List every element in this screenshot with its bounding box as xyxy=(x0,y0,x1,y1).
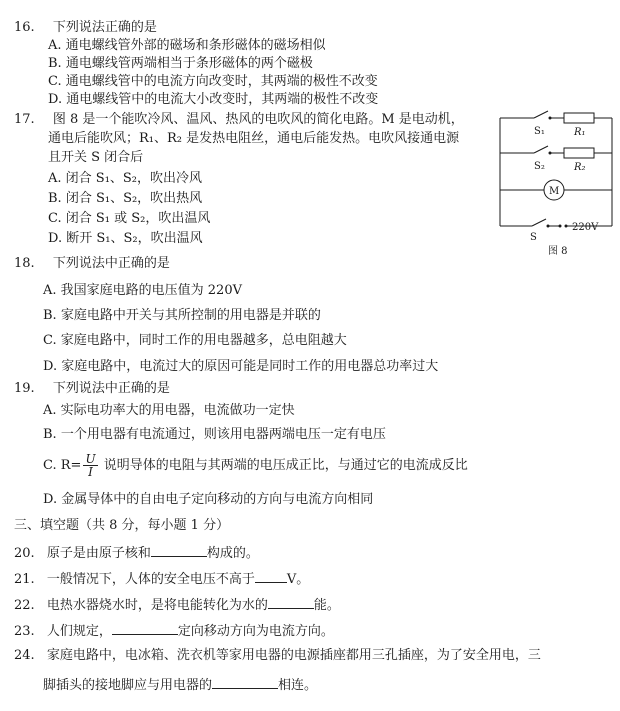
resistor-r2 xyxy=(564,148,594,158)
q24-line-2 xyxy=(43,675,317,694)
q17 xyxy=(14,111,464,128)
q16 xyxy=(14,19,157,36)
q18-option-d: D. 家庭电路中，电流过大的原因可能是同时工作的用电器总功率过大 xyxy=(43,359,439,374)
q18-option-b: B. 家庭电路中开关与其所控制的用电器是并联的 xyxy=(43,308,321,323)
label-r1: R₁ xyxy=(574,127,586,138)
q24-text-before: 脚插头的接地脚应与用电器的 xyxy=(43,678,213,693)
q23-blank[interactable] xyxy=(112,621,178,635)
q22-number: 22. xyxy=(14,598,35,613)
q22-text-after: 能。 xyxy=(313,598,340,613)
q19-option-a: A. 实际电功率大的用电器，电流做功一定快 xyxy=(43,403,295,418)
q17-option-a: A. 闭合 S₁、S₂，吹出冷风 xyxy=(48,171,203,186)
figure-caption: 图 8 xyxy=(548,246,568,257)
q16-option-d: D. 通电螺线管中的电流大小改变时，其两端的极性不改变 xyxy=(48,92,379,107)
q20-number: 20. xyxy=(14,546,35,561)
q20-text-before: 原子是由原子核和 xyxy=(46,546,151,561)
label-r2: R₂ xyxy=(574,162,586,173)
q18-number: 18. xyxy=(14,256,35,271)
q24-number: 24. xyxy=(14,648,35,663)
q18-option-a: A. 我国家庭电路的电压值为 220V xyxy=(43,283,242,298)
q19-stem: 下列说法中正确的是 xyxy=(52,381,170,396)
q16-option-c: C. 通电螺线管中的电流方向改变时，其两端的极性不改变 xyxy=(48,74,378,89)
q18-option-c: C. 家庭电路中，同时工作的用电器越多，总电阻越大 xyxy=(43,333,347,348)
q23-number: 23. xyxy=(14,624,35,639)
q19-option-d: D. 金属导体中的自由电子定向移动的方向与电流方向相同 xyxy=(43,492,374,507)
q19-option-c xyxy=(43,451,468,481)
q21-blank[interactable] xyxy=(255,569,287,583)
label-voltage: 220V xyxy=(572,222,599,233)
q17-option-b: B. 闭合 S₁、S₂，吹出热风 xyxy=(48,191,203,206)
q24-line-1: 家庭电路中，电冰箱、洗衣机等家用电器的电源插座都用三孔插座，为了安全用电，三 xyxy=(46,648,541,663)
formula-denominator: I xyxy=(88,465,93,479)
q16-stem: 下列说法正确的是 xyxy=(52,20,157,35)
q18 xyxy=(14,255,170,272)
q19-option-b: B. 一个用电器有电流通过，则该用电器两端电压一定有电压 xyxy=(43,427,386,442)
q19-option-c-text: 说明导体的电阻与其两端的电压成正比，与通过它的电流成反比 xyxy=(99,458,468,473)
resistor-r1 xyxy=(564,113,594,123)
q20-blank[interactable] xyxy=(151,543,207,557)
circuit-diagram xyxy=(494,108,618,258)
q17-option-c: C. 闭合 S₁ 或 S₂，吹出温风 xyxy=(48,211,211,226)
q20 xyxy=(14,543,259,562)
label-s1: S₁ xyxy=(534,126,545,137)
q24-blank[interactable] xyxy=(212,675,278,689)
q20-text-after: 构成的。 xyxy=(206,546,259,561)
q21 xyxy=(14,569,309,588)
q16-option-a: A. 通电螺线管外部的磁场和条形磁体的磁场相似 xyxy=(48,38,326,53)
q19 xyxy=(14,380,170,397)
q22-text-before: 电热水器烧水时，是将电能转化为水的 xyxy=(46,598,268,613)
q17-stem-line-2: 通电后能吹风；R₁、R₂ 是发热电阻丝，通电后能发热。电吹风接通电源 xyxy=(48,131,460,146)
q19-number: 19. xyxy=(14,381,35,396)
q18-stem: 下列说法中正确的是 xyxy=(52,256,170,271)
q17-stem-line-3: 且开关 S 闭合后 xyxy=(48,150,144,165)
formula-numerator: U xyxy=(85,452,96,466)
q22-blank[interactable] xyxy=(268,595,314,609)
q16-number: 16. xyxy=(14,20,35,35)
section-heading: 三、填空题（共 8 分，每小题 1 分） xyxy=(14,518,230,533)
label-switch-s: S xyxy=(530,232,537,243)
q23-text-after: 定向移动方向为电流方向。 xyxy=(177,624,334,639)
q23-text-before: 人们规定， xyxy=(46,624,112,639)
q17-stem-line-1: 图 8 是一个能吹冷风、温风、热风的电吹风的简化电路。M 是电动机， xyxy=(52,112,464,127)
q21-text-after: V。 xyxy=(286,572,310,587)
q22 xyxy=(14,595,340,614)
q24 xyxy=(14,647,541,664)
q24-text-after: 相连。 xyxy=(278,678,318,693)
q21-text-before: 一般情况下，人体的安全电压不高于 xyxy=(46,572,255,587)
formula-fraction xyxy=(83,453,97,478)
q16-option-b: B. 通电螺线管两端相当于条形磁体的两个磁极 xyxy=(48,56,313,71)
q23 xyxy=(14,621,334,640)
q17-number: 17. xyxy=(14,112,35,127)
label-motor: M xyxy=(549,186,560,197)
q21-number: 21. xyxy=(14,572,35,587)
q19-option-c-prefix: C. R= xyxy=(43,458,82,473)
label-s2: S₂ xyxy=(534,161,545,172)
q17-option-d: D. 断开 S₁、S₂，吹出温风 xyxy=(48,231,203,246)
